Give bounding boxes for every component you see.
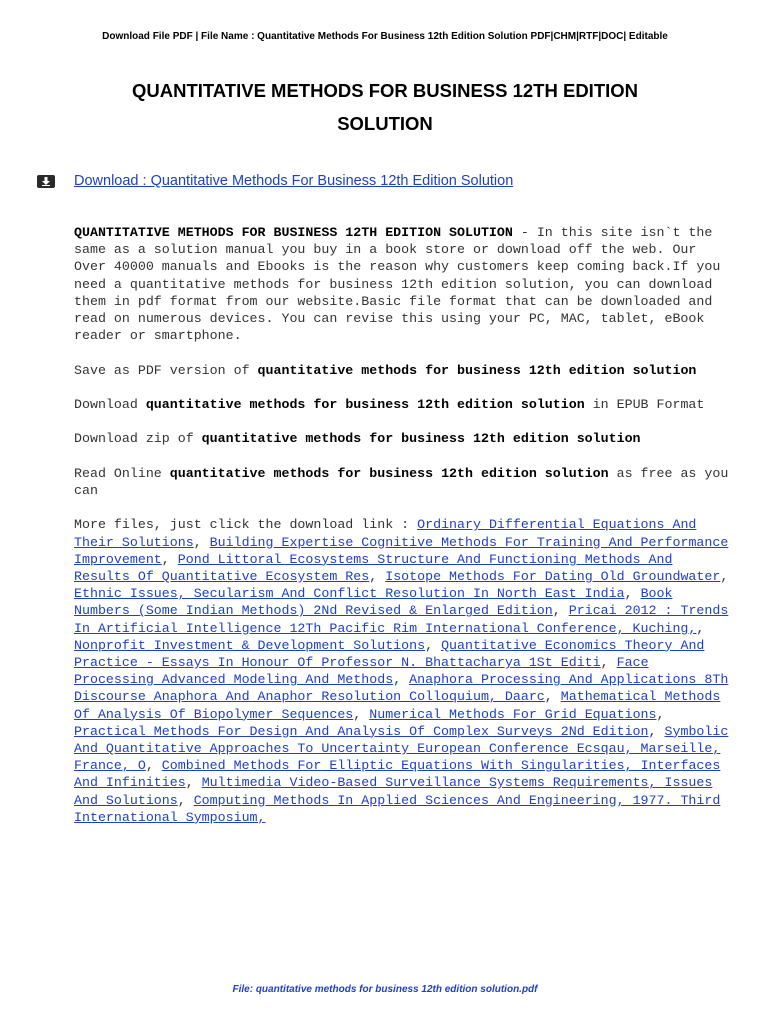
title-line-1: QUANTITATIVE METHODS FOR BUSINESS 12TH EDITION xyxy=(131,80,639,101)
download-epub-bold: quantitative methods for business 12th edition solution xyxy=(145,397,585,412)
more-files-link[interactable]: Pond Littoral Ecosystems Structure And Functioning Methods And Results Of Quantitative Ecosystem Res xyxy=(74,551,673,584)
more-files-link[interactable]: Multimedia Video-Based Surveillance Systems Requirements, Issues And Solutions xyxy=(74,775,713,808)
intro-text: - In this site isn`t the same as a solution manual you buy in a book store or download off the web. Our Over 40000 manuals and Ebooks is the reason why customers keep coming back.If you need a quantitative methods for business 12th edition solution, you can download them in pdf format from our website.Basic file format that can be downloaded and read on numerous devices. You can revise this using your PC, MAC, tablet, eBook reader or smartphone. xyxy=(74,225,721,344)
more-files-link[interactable]: Building Expertise Cognitive Methods For Training And Performance Improvement xyxy=(74,534,729,567)
more-files-link[interactable]: Symbolic And Quantitative Approaches To Uncertainty European Conference Ecsqau, Marseille, France, O xyxy=(74,723,729,774)
more-files-link[interactable]: Ethnic Issues, Secularism And Conflict Resolution In North East India xyxy=(74,586,625,602)
page-header: Download File PDF | File Name : Quantitative Methods For Business 12th Edition Solution PDF|CHM|RTF|DOC| Editable xyxy=(102,31,668,42)
link-separator: , xyxy=(696,620,705,636)
link-separator: , xyxy=(720,568,729,584)
more-files-link[interactable]: Book Numbers (Some Indian Methods) 2Nd Revised & Enlarged Edition xyxy=(74,586,673,619)
download-epub-suffix: in EPUB Format xyxy=(584,397,705,412)
intro-bold: QUANTITATIVE METHODS FOR BUSINESS 12TH EDITION SOLUTION xyxy=(74,225,513,240)
more-files-link[interactable]: Practical Methods For Design And Analysis Of Complex Surveys 2Nd Edition xyxy=(74,723,649,739)
link-separator: , xyxy=(369,568,386,584)
link-separator: , xyxy=(425,637,442,653)
more-files-link[interactable]: Nonprofit Investment & Development Solutions xyxy=(74,637,426,653)
save-pdf-prefix: Save as PDF version of xyxy=(74,362,258,378)
link-separator: , xyxy=(600,655,617,670)
more-files-link[interactable]: Mathematical Methods Of Analysis Of Biopolymer Sequences xyxy=(74,689,721,722)
document-title xyxy=(60,74,710,140)
intro-paragraph xyxy=(74,224,734,344)
link-separator: , xyxy=(648,723,665,739)
link-separator: , xyxy=(193,534,210,550)
document-body xyxy=(74,224,734,843)
more-files-prefix: More files, just click the download link : xyxy=(74,517,418,533)
more-files-link[interactable]: Ordinary Differential Equations And Their Solutions xyxy=(74,517,697,550)
download-zip-line xyxy=(74,430,734,447)
more-files-link[interactable]: Isotope Methods For Dating Old Groundwater xyxy=(385,568,721,584)
more-files-links xyxy=(74,517,728,824)
download-zip-prefix: Download zip of xyxy=(74,431,202,447)
more-files-link[interactable]: Quantitative Economics Theory And Practice - Essays In Honour Of Professor N. Bhattacharya 1St Editi xyxy=(74,637,705,670)
link-separator: , xyxy=(393,672,410,688)
link-separator: , xyxy=(552,603,569,619)
download-row xyxy=(37,171,513,191)
download-link[interactable]: Download : Quantitative Methods For Business 12th Edition Solution xyxy=(74,173,514,189)
download-zip-bold: quantitative methods for business 12th edition solution xyxy=(201,431,641,447)
download-epub-prefix: Download xyxy=(74,397,146,412)
link-separator: , xyxy=(544,689,561,705)
more-files-link[interactable]: Numerical Methods For Grid Equations xyxy=(369,706,657,722)
link-separator: , xyxy=(656,706,665,722)
download-epub-line xyxy=(74,396,734,413)
more-files-link[interactable]: Anaphora Processing And Applications 8Th Discourse Anaphora And Anaphor Resolution Colloquium, Daarc xyxy=(74,672,729,705)
save-pdf-line xyxy=(74,362,734,379)
link-separator: , xyxy=(177,792,194,808)
read-online-prefix: Read Online xyxy=(74,465,170,481)
link-separator: , xyxy=(145,758,162,774)
more-files-link[interactable]: Computing Methods In Applied Sciences And Engineering, 1977. Third International Symposium, xyxy=(74,792,721,825)
read-online-line xyxy=(74,465,734,499)
link-separator: , xyxy=(185,775,202,791)
more-files-link[interactable]: Combined Methods For Elliptic Equations With Singularities, Interfaces And Infinities xyxy=(74,758,721,791)
more-files-link[interactable]: Pricai 2012 : Trends In Artificial Intelligence 12Th Pacific Rim International Conference, Kuching, xyxy=(74,603,729,636)
more-files-paragraph xyxy=(74,516,734,826)
title-line-2: SOLUTION xyxy=(337,113,433,134)
more-files-link[interactable]: Face Processing Advanced Modeling And Methods xyxy=(74,655,649,688)
link-separator: , xyxy=(161,551,178,567)
link-separator: , xyxy=(624,586,641,602)
read-online-suffix: as free as you can xyxy=(74,465,729,498)
download-icon[interactable] xyxy=(37,175,55,188)
link-separator: , xyxy=(353,706,370,722)
page-footer: File: quantitative methods for business 12th edition solution.pdf xyxy=(232,984,538,995)
read-online-bold: quantitative methods for business 12th edition solution xyxy=(169,465,609,481)
save-pdf-bold: quantitative methods for business 12th edition solution xyxy=(257,362,697,378)
